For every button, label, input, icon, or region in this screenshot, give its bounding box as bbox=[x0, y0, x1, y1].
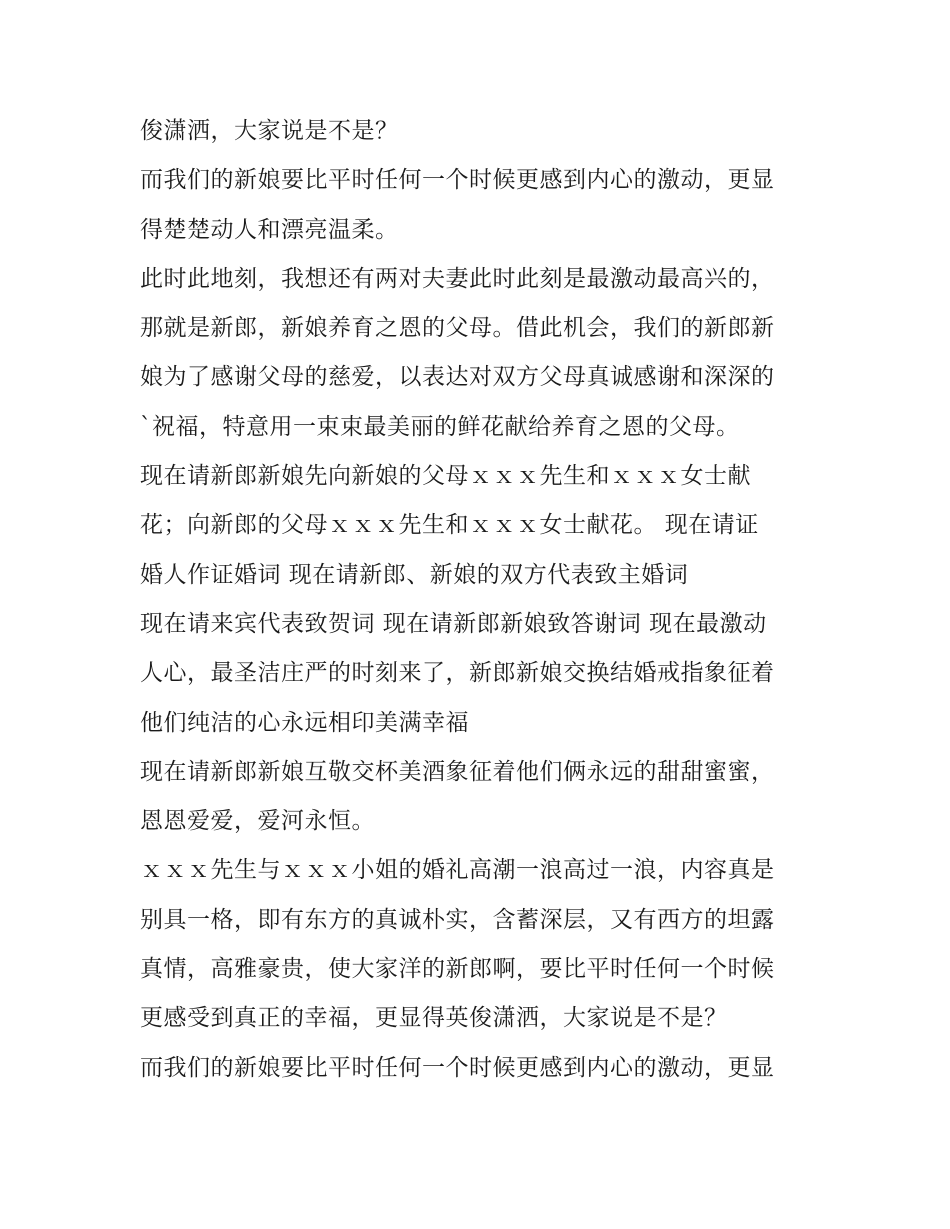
text-line: 别具一格，即有东方的真诚朴实，含蓄深层，又有西方的坦露 bbox=[140, 906, 775, 933]
text-line: 他们纯洁的心永远相印美满幸福 bbox=[140, 709, 469, 736]
body-text bbox=[140, 107, 820, 1093]
text-line: ｘｘｘ先生与ｘｘｘ小姐的婚礼高潮一浪高过一浪，内容真是 bbox=[140, 857, 775, 884]
text-line: 现在请来宾代表致贺词 现在请新郎新娘致答谢词 现在最激动 bbox=[140, 610, 767, 637]
text-line: 现在请新郎新娘互敬交杯美酒象征着他们俩永远的甜甜蜜蜜， bbox=[140, 758, 775, 785]
text-line: 而我们的新娘要比平时任何一个时候更感到内心的激动，更显 bbox=[140, 1054, 775, 1081]
text-line: 那就是新郎，新娘养育之恩的父母。借此机会，我们的新郎新 bbox=[140, 315, 775, 342]
text-line: 此时此地刻，我想还有两对夫妻此时此刻是最激动最高兴的， bbox=[140, 265, 775, 292]
text-line: 更感受到真正的幸福，更显得英俊潇洒，大家说是不是？ bbox=[140, 1005, 728, 1032]
text-line: 得楚楚动人和漂亮温柔。 bbox=[140, 216, 399, 243]
text-line: 人心，最圣洁庄严的时刻来了，新郎新娘交换结婚戒指象征着 bbox=[140, 660, 775, 687]
text-line: 现在请新郎新娘先向新娘的父母ｘｘｘ先生和ｘｘｘ女士献 bbox=[140, 463, 751, 490]
text-line: 真情，高雅豪贵，使大家洋的新郎啊，要比平时任何一个时候 bbox=[140, 956, 775, 983]
text-line: 而我们的新娘要比平时任何一个时候更感到内心的激动，更显 bbox=[140, 167, 775, 194]
text-line: 恩恩爱爱，爱河永恒。 bbox=[140, 808, 375, 835]
text-line: 花；向新郎的父母ｘｘｘ先生和ｘｘｘ女士献花。 现在请证 bbox=[140, 512, 759, 539]
text-line: 娘为了感谢父母的慈爱，以表达对双方父母真诚感谢和深深的 bbox=[140, 364, 775, 391]
text-line: 婚人作证婚词 现在请新郎、新娘的双方代表致主婚词 bbox=[140, 561, 689, 588]
text-line: 俊潇洒，大家说是不是？ bbox=[140, 118, 399, 144]
text-line: `祝福，特意用一束束最美丽的鲜花献给养育之恩的父母。 bbox=[140, 413, 740, 440]
